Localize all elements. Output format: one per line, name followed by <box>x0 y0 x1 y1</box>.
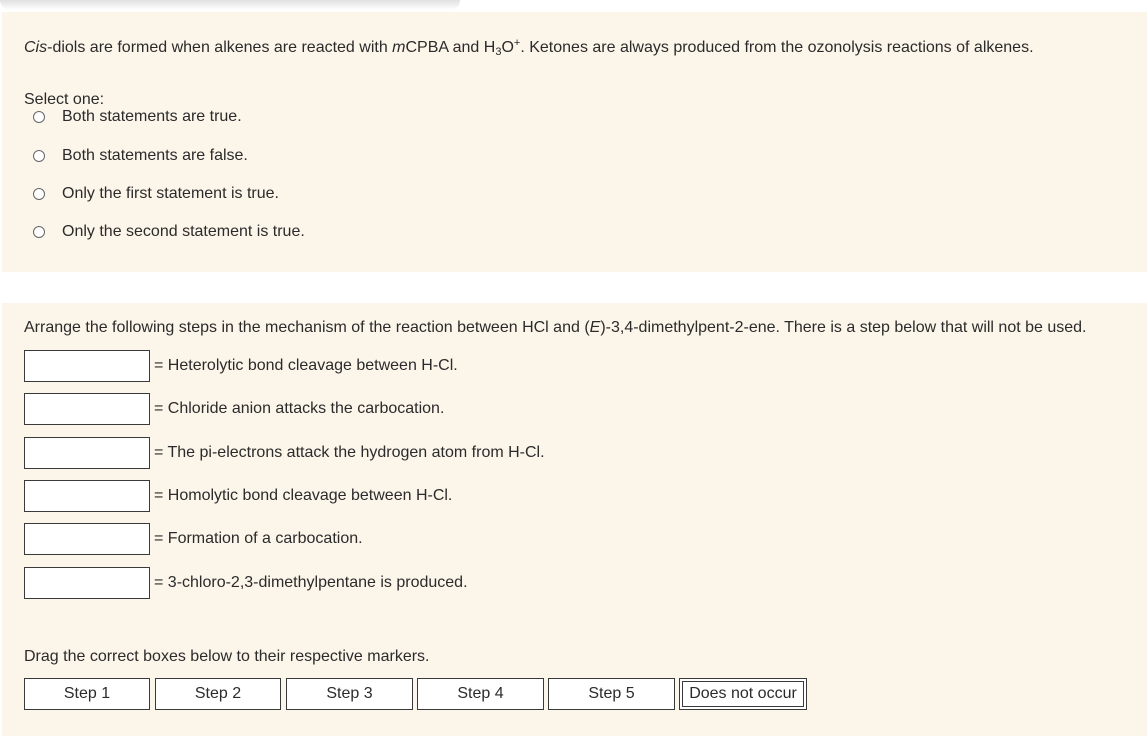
drop-zone[interactable] <box>24 480 150 512</box>
radio-button-icon[interactable] <box>33 188 45 200</box>
q1-text-part: O <box>501 39 514 56</box>
marker-label: = Heterolytic bond cleavage between H-Cl. <box>154 357 458 374</box>
drag-item-step-2[interactable] <box>155 678 281 710</box>
q2-text-part: Arrange the following steps in the mechanism of the reaction between HCl and ( <box>24 319 590 336</box>
q1-text-part: . Ketones are always produced from the ozonolysis reactions of alkenes. <box>520 39 1034 56</box>
q1-subscript: 3 <box>495 46 502 58</box>
drag-item-step-4[interactable] <box>417 678 544 710</box>
drag-item-label: Step 4 <box>457 685 504 702</box>
q1-text-part: CPBA and H <box>405 39 496 56</box>
option-label: Only the second statement is true. <box>62 223 305 240</box>
drag-item-label: Step 2 <box>194 685 242 702</box>
marker-row <box>24 567 468 599</box>
select-one-label: Select one: <box>24 91 105 108</box>
question-1-text <box>24 39 1034 57</box>
question-2-text <box>24 319 1087 337</box>
option-both-false[interactable] <box>33 145 248 167</box>
q1-text-part: -diols are formed when alkenes are reacted with <box>47 39 393 56</box>
marker-label: = The pi-electrons attack the hydrogen atom from H-Cl. <box>154 444 545 461</box>
drag-item-does-not-occur[interactable] <box>679 678 807 710</box>
question-2-panel <box>2 303 1147 736</box>
marker-row <box>24 523 363 555</box>
marker-label: = Formation of a carbocation. <box>154 530 363 547</box>
drag-item-label: Step 5 <box>588 685 635 702</box>
drag-item-step-5[interactable] <box>548 678 675 710</box>
drag-instruction: Drag the correct boxes below to their respective markers. <box>24 648 430 665</box>
drag-item-label: Does not occur <box>689 685 797 702</box>
marker-row <box>24 393 444 425</box>
q2-text-part: )-3,4-dimethylpent-2-ene. There is a step below that will not be used. <box>600 319 1087 336</box>
marker-label: = Homolytic bond cleavage between H-Cl. <box>154 487 453 504</box>
option-label: Only the first statement is true. <box>62 185 279 202</box>
drop-zone[interactable] <box>24 393 150 425</box>
option-label: Both statements are true. <box>62 108 242 125</box>
q1-superscript: + <box>513 37 521 49</box>
q2-italic-e: E <box>589 319 601 336</box>
radio-button-icon[interactable] <box>33 150 45 162</box>
marker-row <box>24 437 545 469</box>
option-second-true[interactable] <box>33 221 305 243</box>
drag-item-step-3[interactable] <box>286 678 413 710</box>
q1-italic-m: m <box>392 39 406 56</box>
drop-zone[interactable] <box>24 523 150 555</box>
q1-italic-cis: Cis <box>24 39 48 56</box>
drop-zone[interactable] <box>24 350 150 382</box>
option-label: Both statements are false. <box>62 147 248 164</box>
top-shadow <box>0 0 460 10</box>
radio-button-icon[interactable] <box>33 111 45 123</box>
drag-item-label: Step 3 <box>326 685 373 702</box>
drop-zone[interactable] <box>24 437 150 469</box>
radio-button-icon[interactable] <box>33 226 45 238</box>
marker-label: = Chloride anion attacks the carbocation. <box>154 400 445 417</box>
drag-item-label: Step 1 <box>63 685 111 702</box>
marker-row <box>24 480 452 512</box>
drop-zone[interactable] <box>24 567 150 599</box>
option-first-true[interactable] <box>33 183 279 205</box>
option-both-true[interactable] <box>33 106 242 128</box>
drag-item-step-1[interactable] <box>24 678 150 710</box>
marker-row <box>24 350 458 382</box>
marker-label: = 3-chloro-2,3-dimethylpentane is produced. <box>154 574 468 591</box>
question-1-panel <box>2 12 1147 272</box>
